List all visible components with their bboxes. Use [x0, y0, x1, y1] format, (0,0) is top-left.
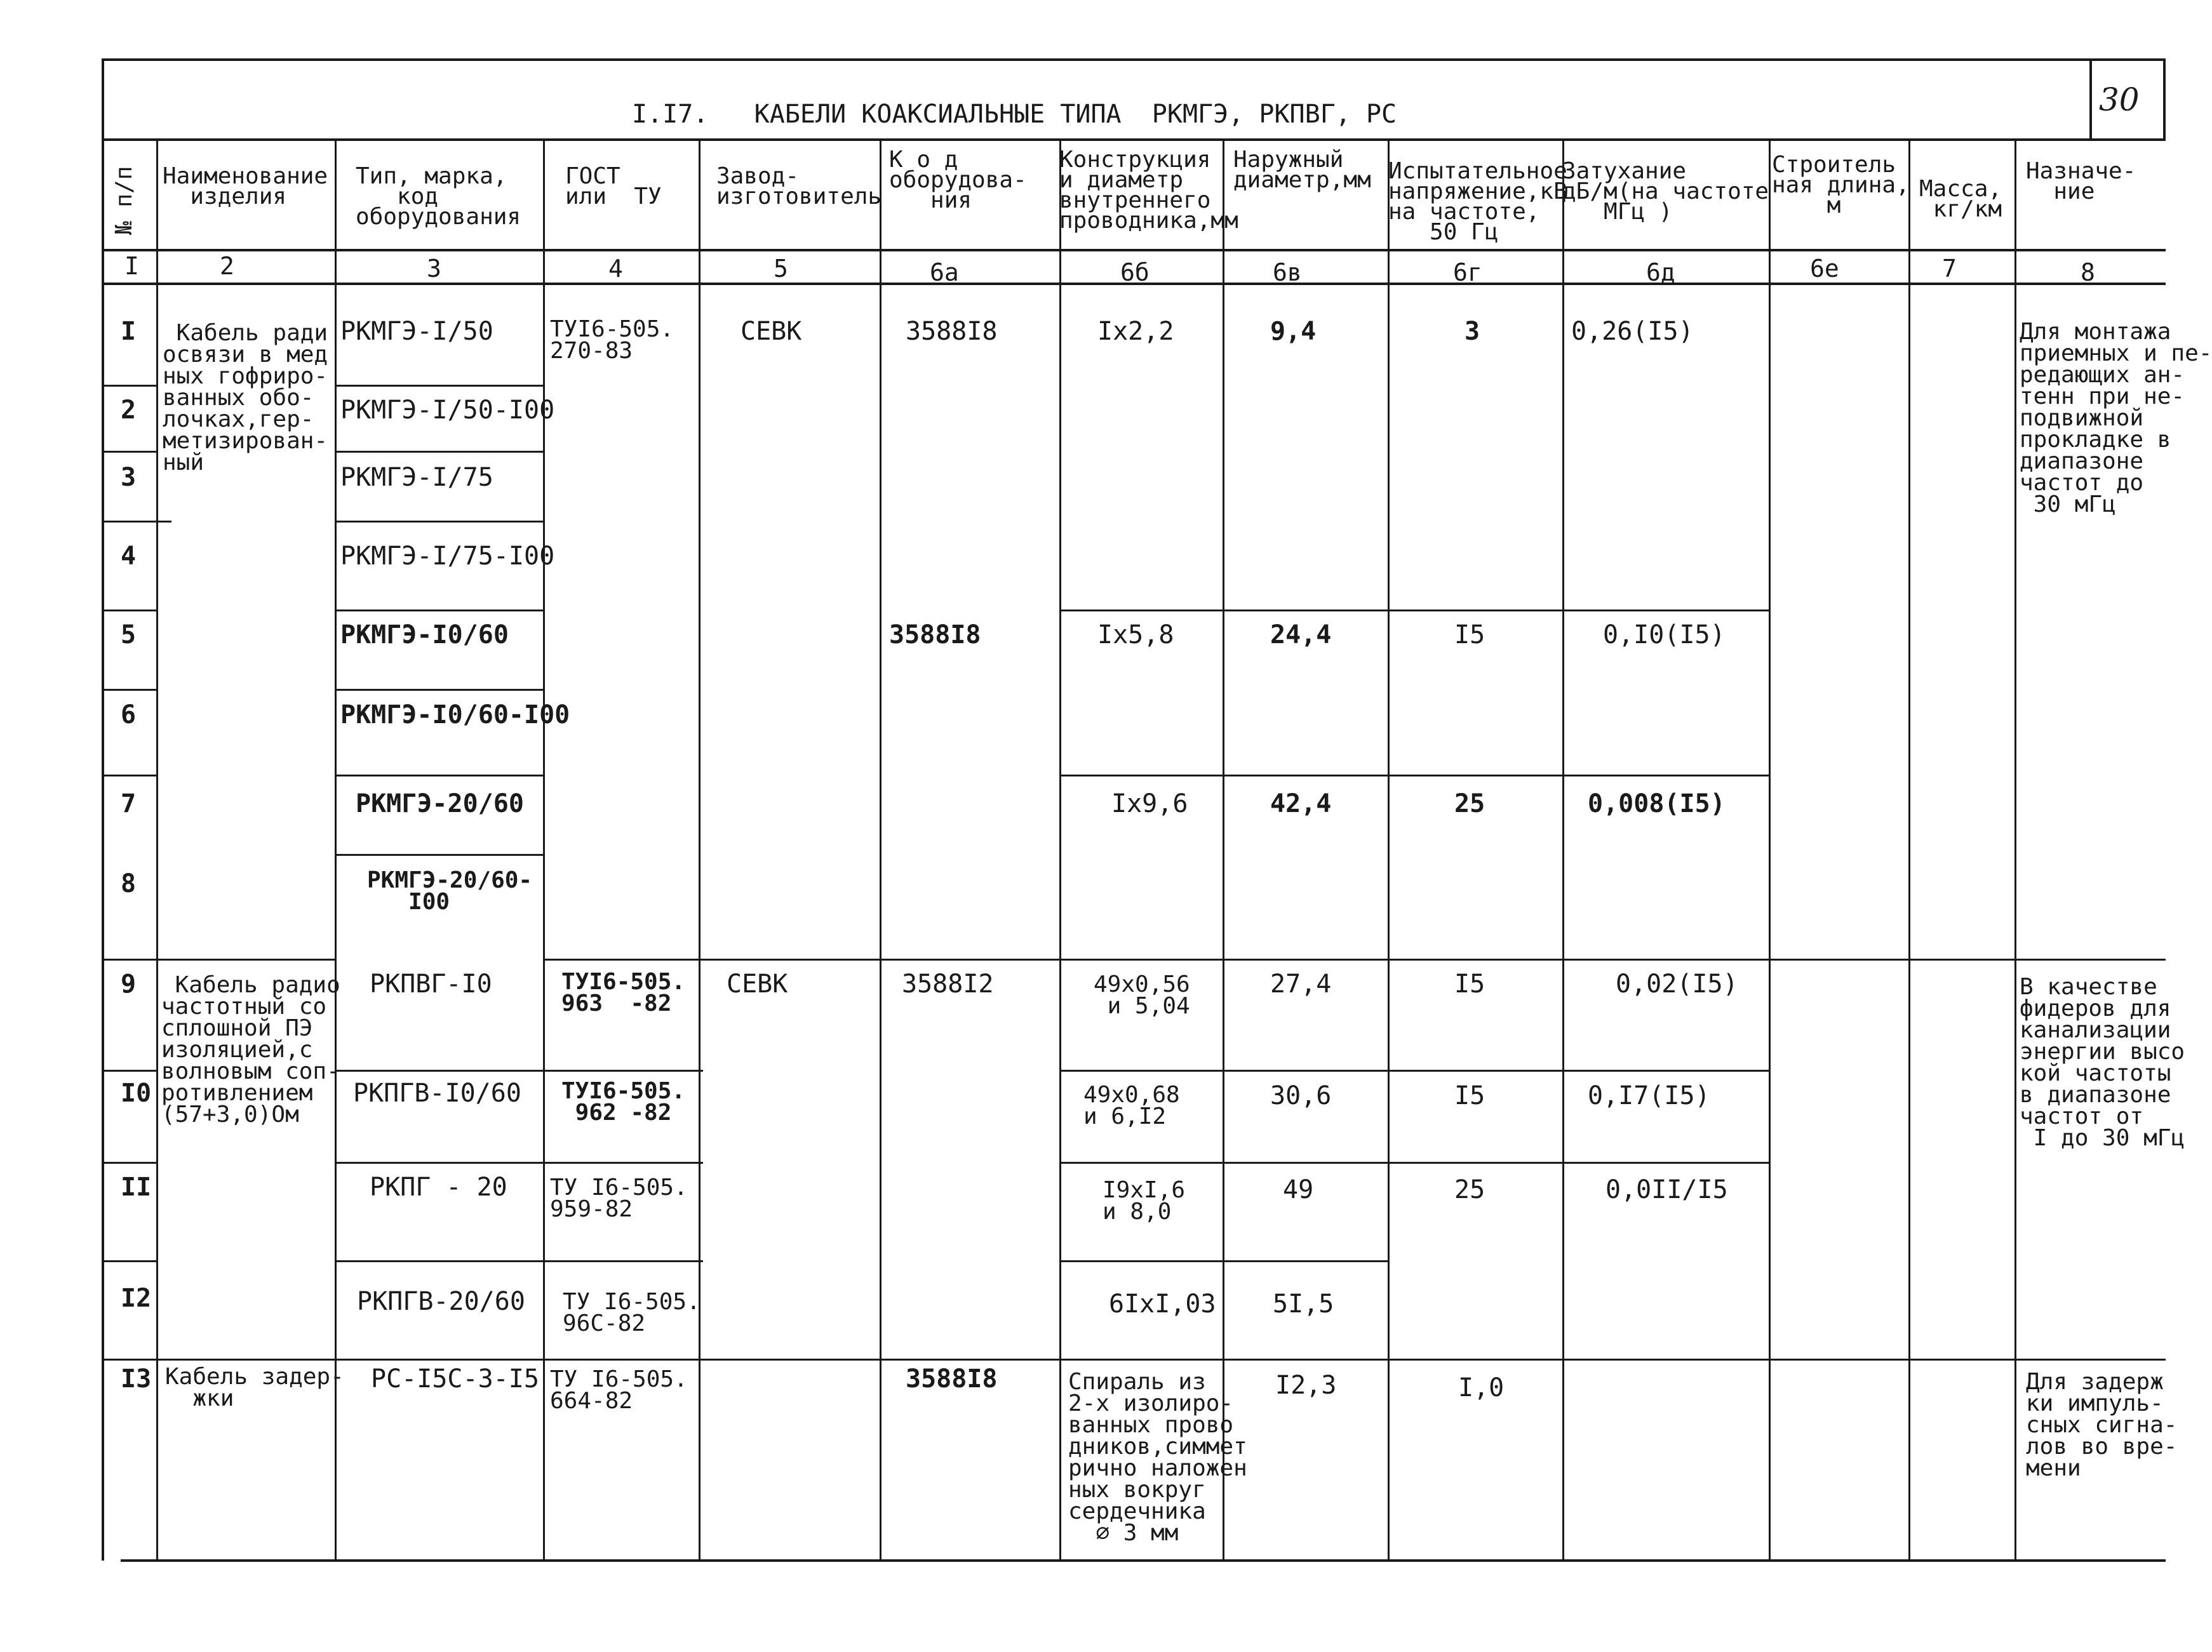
row-line-specs-6: [1059, 1260, 1390, 1262]
row-number: 4: [121, 542, 137, 571]
header-construction: Конструкция и диаметр внутреннего проводника,мм: [1059, 147, 1238, 234]
equipment-code: 3588I8: [906, 1364, 998, 1394]
construction: Iх2,2: [1097, 317, 1174, 346]
colnum-1: I: [124, 252, 139, 280]
gost-spec: ТУ I6-505. 664-82: [550, 1366, 688, 1414]
attenuation: 0,I7(I5): [1588, 1081, 1710, 1110]
row-number: I2: [121, 1284, 152, 1313]
colnum-2: 2: [220, 252, 234, 280]
cable-type: РКПВГ-I0: [370, 969, 492, 999]
header-manufacturer: Завод- изготовитель: [716, 163, 882, 210]
colnum-7: 7: [1942, 255, 1957, 283]
frame-top: [102, 58, 2166, 61]
gost-spec: ТУ I6-505. 96С-82: [563, 1289, 700, 1336]
colnum-6g: 6г: [1453, 258, 1482, 286]
colnum-8: 8: [2081, 258, 2095, 286]
outer-diameter: 42,4: [1270, 789, 1332, 818]
row-line-n-3: [102, 521, 171, 523]
row-line-type-3: [335, 521, 544, 523]
header-mass: Масса, кг/км: [1919, 176, 2002, 222]
attenuation: 0,02(I5): [1616, 969, 1738, 999]
cable-type: РКМГЭ-I/75: [340, 463, 493, 492]
page-number-box-left: [2089, 58, 2092, 140]
row-line-group-2: [156, 1359, 337, 1361]
cable-type: РКПГВ-20/60: [357, 1287, 525, 1316]
colnum-4: 4: [608, 255, 623, 283]
group-3-name: Кабель задер- жки: [165, 1364, 344, 1411]
construction: Iх9,6: [1111, 789, 1188, 818]
colnum-6v: 6в: [1273, 258, 1302, 286]
equipment-code: 3588I2: [902, 969, 994, 999]
outer-diameter: 30,6: [1270, 1081, 1332, 1110]
col-line-9: [1562, 138, 1564, 1561]
row-line-type-6: [335, 775, 544, 776]
group-1-purpose: Для монтажа приемных и пе- редающих ан- тенн при не- подвижной прокладке в диапазоне частот до 30 мГц: [2020, 319, 2212, 517]
row-number: 3: [121, 463, 137, 492]
cable-type: РКПГ - 20: [370, 1173, 507, 1202]
row-line-mid-2: [543, 1359, 2016, 1361]
cable-type: РС-I5С-3-I5: [371, 1364, 539, 1394]
cable-type: РКМГЭ-20/60: [356, 789, 524, 818]
equipment-code: 3588I8: [889, 620, 981, 649]
attenuation: 0,26(I5): [1571, 317, 1694, 346]
header-type-code: Тип, марка, код оборудования: [356, 163, 521, 230]
row-number: II: [121, 1173, 152, 1202]
gost-spec: ТУI6-505. 963 -82: [561, 969, 686, 1016]
row-line-n-6: [102, 775, 158, 776]
frame-bottom: [121, 1559, 2166, 1562]
header-gost: ГОСТ или ТУ: [565, 163, 662, 210]
cable-type: РКМГЭ-I0/60-I00: [340, 700, 570, 729]
row-line-group-1: [156, 959, 337, 961]
attenuation: 0,008(I5): [1588, 789, 1726, 818]
test-voltage: I5: [1454, 969, 1485, 999]
header-purpose: Назначе- ние: [2026, 158, 2136, 204]
colnum-6a: 6а: [930, 258, 959, 286]
row-number: 7: [121, 789, 137, 818]
colnum-6d: 6д: [1646, 258, 1675, 286]
construction: Спираль из 2-х изолиро- ванных прово дников,симмет рично наложен ных вокруг сердечника ⌀ 3 мм: [1068, 1369, 1247, 1546]
colnum-5: 5: [774, 255, 788, 283]
row-line-specs-1: [1059, 610, 1771, 611]
row-line-specs-5: [1059, 1162, 1771, 1164]
row-number: I: [121, 317, 137, 346]
header-test-voltage: Испытательное напряжение,кВ на частоте, 50 Гц: [1388, 158, 1567, 245]
row-line-type-7: [335, 854, 544, 856]
cable-type: РКМГЭ-I/75-I00: [340, 542, 555, 571]
col-line-2: [335, 138, 337, 1561]
row-line-n-5: [102, 689, 158, 691]
row-line-type-9: [335, 1162, 703, 1164]
cable-type: РКМГЭ-I0/60: [340, 620, 509, 649]
row-line-specs-2: [1059, 775, 1771, 776]
row-line-type-1: [335, 385, 544, 387]
attenuation: 0,I0(I5): [1603, 620, 1726, 649]
test-voltage: I,0: [1458, 1373, 1505, 1402]
row-number: 8: [121, 869, 137, 898]
col-line-3: [543, 138, 545, 1561]
group-3-purpose: Для задерж ки импуль- сных сигна- лов во вре- мени: [2026, 1369, 2178, 1481]
outer-diameter: 24,4: [1270, 620, 1332, 649]
gost-spec: ТУI6-505. 270-83: [550, 316, 674, 364]
test-voltage: 25: [1454, 1175, 1485, 1204]
outer-diameter: 27,4: [1270, 969, 1332, 999]
test-voltage: 3: [1465, 317, 1480, 346]
row-line-n-12: [102, 1359, 158, 1361]
col-line-8: [1388, 138, 1390, 1561]
manufacturer: СЕВК: [727, 969, 788, 999]
colnum-6e: 6е: [1810, 255, 1839, 283]
row-line-type-10: [335, 1260, 703, 1262]
row-line-n-2: [102, 451, 158, 453]
row-line-type-5: [335, 689, 544, 691]
row-line-specs-3: [1059, 1070, 1771, 1072]
header-product-name: Наименование изделия: [163, 163, 328, 210]
row-number: I0: [121, 1079, 152, 1108]
construction: 49х0,68 и 6,I2: [1083, 1082, 1180, 1129]
colnum-6b: 6б: [1120, 258, 1150, 286]
cable-type: РКМГЭ-20/60- I00: [367, 867, 533, 915]
row-line-n-10: [102, 1162, 158, 1164]
col-line-11: [1908, 138, 1910, 1561]
row-number: 2: [121, 396, 137, 425]
row-line-n-11: [102, 1260, 158, 1262]
construction: I9хI,6 и 8,0: [1103, 1177, 1186, 1225]
group-2-purpose: В качестве фидеров для канализации энергии высо кой частоты в диапазоне частот от I до 30 мГц: [2020, 974, 2185, 1151]
test-voltage: I5: [1454, 620, 1485, 649]
col-line-12: [2014, 138, 2016, 1561]
page-number-box-right: [2163, 58, 2166, 140]
col-line-4: [699, 138, 700, 1561]
construction: 49х0,56 и 5,04: [1094, 971, 1190, 1019]
col-line-1: [156, 138, 158, 1561]
header-row-number: № п/п: [111, 166, 137, 235]
col-line-5: [880, 138, 881, 1561]
col-line-7: [1223, 138, 1224, 1561]
colnum-3: 3: [427, 255, 441, 283]
row-line-purpose-1: [2014, 959, 2166, 961]
attenuation: 0,0II/I5: [1605, 1175, 1728, 1204]
outer-diameter: 5I,5: [1273, 1289, 1334, 1319]
header-bottom-line: [102, 249, 2166, 251]
construction: 6IхI,03: [1109, 1289, 1216, 1319]
cable-type: РКПГВ-I0/60: [353, 1079, 521, 1108]
col-line-6: [1059, 138, 1061, 1561]
row-line-n-8: [102, 959, 158, 961]
construction: Iх5,8: [1097, 620, 1174, 649]
header-equipment-code: К о д оборудова- ния: [889, 147, 1027, 213]
row-line-type-8: [335, 1070, 703, 1072]
row-line-purpose-2: [2014, 1359, 2166, 1361]
outer-diameter: I2,3: [1275, 1371, 1337, 1400]
row-number: I3: [121, 1364, 152, 1394]
row-line-n-9: [102, 1070, 158, 1072]
cable-type: РКМГЭ-I/50-I00: [340, 396, 555, 425]
cable-type: РКМГЭ-I/50: [340, 317, 493, 346]
row-line-mid-1: [543, 959, 2016, 961]
row-line-type-2: [335, 451, 544, 453]
group-2-name: Кабель радио частотный со сплошной ПЭ изоляцией,с волновым соп- ротивлением (57+3,0)Ом: [161, 972, 340, 1128]
row-line-type-4: [335, 610, 544, 611]
outer-diameter: 49: [1283, 1175, 1314, 1204]
row-line-n-4: [102, 610, 158, 611]
gost-spec: ТУ I6-505. 959-82: [550, 1175, 688, 1222]
header-outer-diameter: Наружный диаметр,мм: [1233, 147, 1371, 193]
row-line-n-1: [102, 385, 158, 387]
test-voltage: I5: [1454, 1081, 1485, 1110]
header-top-line: [102, 138, 2166, 141]
page-number: 30: [2099, 81, 2140, 118]
row-number: 5: [121, 620, 137, 649]
outer-diameter: 9,4: [1270, 317, 1317, 346]
col-line-10: [1769, 138, 1771, 1561]
manufacturer: СЕВК: [741, 317, 802, 346]
header-attenuation: Затухание дБ/м(на частоте МГц ): [1562, 158, 1769, 225]
test-voltage: 25: [1454, 789, 1485, 818]
equipment-code: 3588I8: [906, 317, 998, 346]
gost-spec: ТУI6-505. 962 -82: [561, 1078, 686, 1126]
table-title: I.I7. КАБЕЛИ КОАКСИАЛЬНЫЕ ТИПА РКМГЭ, РКПВГ, РС: [632, 100, 1397, 129]
row-number: 6: [121, 700, 137, 729]
header-build-length: Строитель ная длина, м: [1772, 152, 1910, 218]
row-number: 9: [121, 969, 137, 999]
group-1-name: Кабель ради освязи в мед ных гофриро- ванных обо- лочках,гер- метизирован- ный: [163, 320, 328, 476]
